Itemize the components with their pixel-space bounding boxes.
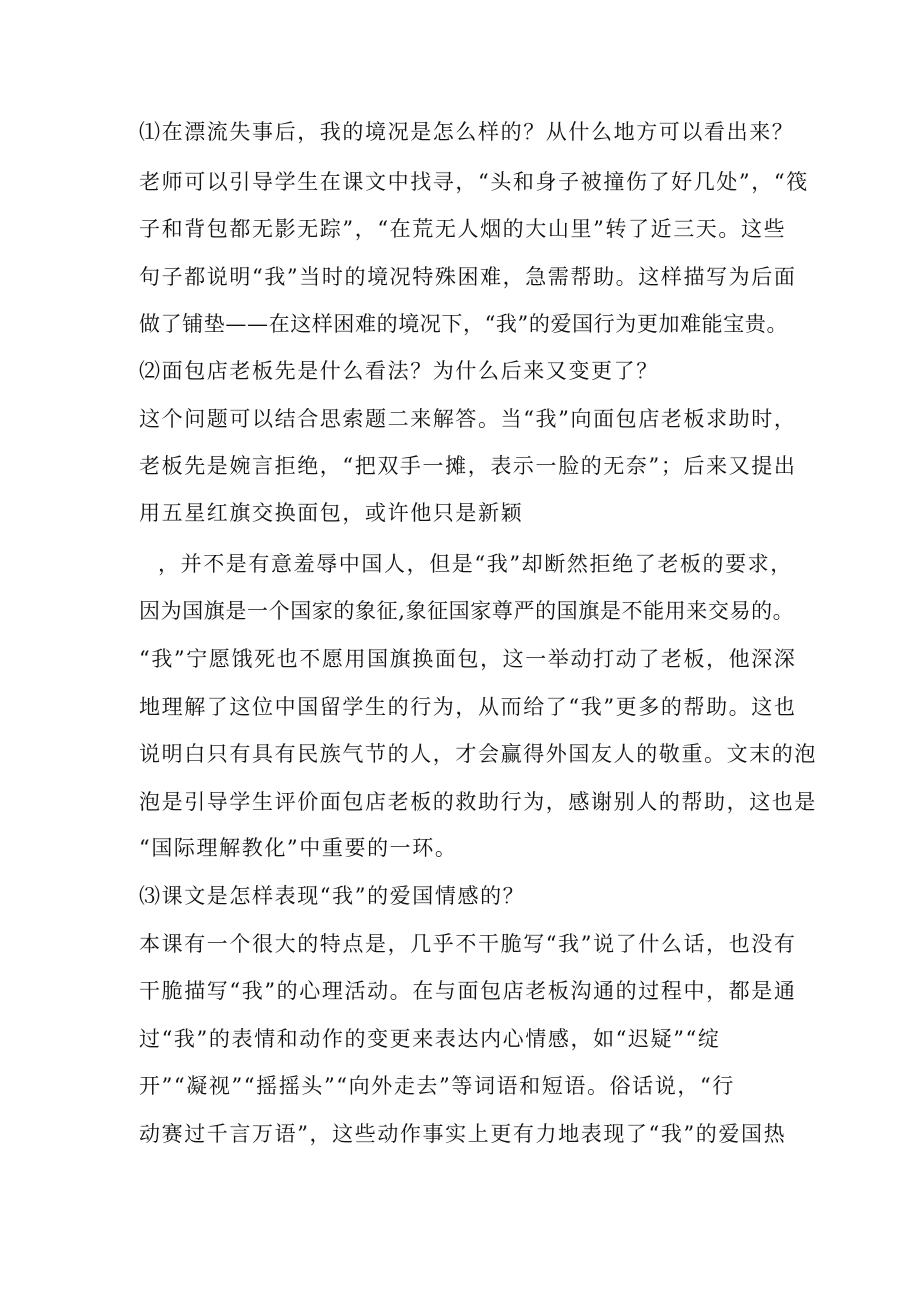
paragraph-line: 过“我”的表情和动作的变更来表达内心情感，如“迟疑”“绽 — [139, 1027, 721, 1051]
paragraph-line: 地理解了这位中国留学生的行为，从而给了“我”更多的帮助。这也 — [139, 695, 797, 719]
question-3-heading: ⑶课文是怎样表现“我”的爱国情感的？ — [139, 884, 526, 908]
paragraph-line: “我”宁愿饿死也不愿用国旗换面包，这一举动打动了老板，他深深 — [139, 647, 797, 671]
paragraph-line: “国际理解教化”中重要的一环。 — [139, 836, 458, 860]
paragraph-line: ，并不是有意羞辱中国人，但是“我”却断然拒绝了老板的要求， — [158, 552, 793, 576]
paragraph-line: 子和背包都无影无踪”，“在荒无人烟的大山里”转了近三天。这些 — [139, 217, 787, 241]
paragraph-line: 因为国旗是一个国家的象征,象征国家尊严的国旗是不能用来交易的。 — [139, 599, 795, 623]
paragraph-line: 做了铺垫——在这样困难的境况下，“我”的爱国行为更加难能宝贵。 — [139, 312, 789, 336]
paragraph-line: 本课有一个很大的特点是，几乎不干脆写“我”说了什么话，也没有 — [139, 932, 797, 956]
question-1-heading: ⑴在漂流失事后，我的境况是怎么样的？从什么地方可以看出来？ — [139, 120, 795, 144]
paragraph-line: 这个问题可以结合思索题二来解答。当“我”向面包店老板求助时， — [139, 407, 797, 431]
paragraph-line: 干脆描写“我”的心理活动。在与面包店老板沟通的过程中，都是通 — [139, 979, 797, 1003]
paragraph-line: 老师可以引导学生在课文中找寻，“头和身子被撞伤了好几处”，“筏 — [139, 170, 809, 194]
question-2-heading: ⑵面包店老板先是什么看法？为什么后来又变更了？ — [139, 359, 659, 383]
paragraph-line: 开”“凝视”“摇摇头”“向外走去”等词语和短语。俗话说，“行 — [139, 1074, 735, 1098]
paragraph-line: 句子都说明“我”当时的境况特殊困难，急需帮助。这样描写为后面 — [139, 265, 797, 289]
paragraph-line: 用五星红旗交换面包，或许他只是新颖 — [139, 501, 524, 525]
paragraph-line: 说明白只有具有民族气节的人，才会赢得外国友人的敬重。文末的泡 — [139, 742, 817, 766]
paragraph-line: 老板先是婉言拒绝，“把双手一摊，表示一脸的无奈”；后来又提出 — [139, 454, 797, 478]
paragraph-line: 动赛过千言万语”，这些动作事实上更有力地表现了“我”的爱国热 — [139, 1122, 787, 1146]
paragraph-line: 泡是引导学生评价面包店老板的救助行为，感谢别人的帮助，这也是 — [139, 790, 817, 814]
